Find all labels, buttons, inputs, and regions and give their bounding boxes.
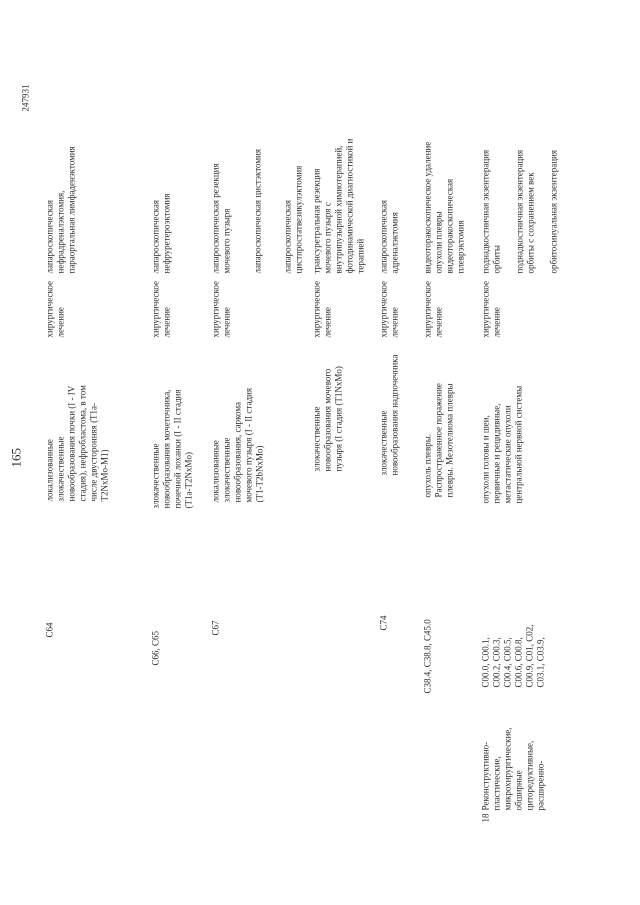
row-code: C00.0, C00.1, C00.2, C00.3, C00.4, C00.5, C00.6, C00.8, C00.9, C01, C02, C03.1, C03.9,	[480, 623, 545, 687]
row-diagnosis: злокачественные новообразования мочеточника, почечной лоханки (I - II стадия (T1a-T2NxMo)	[150, 389, 193, 508]
document-id: 247931	[20, 84, 30, 111]
row-method: орбитосинуальная экзентерация	[548, 149, 558, 273]
row-treatment-type: хирургическое лечение	[44, 280, 65, 337]
row-treatment-type: хирургическое лечение	[480, 280, 501, 337]
row-diagnosis: злокачественные новообразования надпочечника	[378, 354, 399, 475]
row-treatment-type: хирургическое лечение	[378, 280, 399, 337]
row-treatment-type: хирургическое лечение	[150, 280, 171, 337]
row-diagnosis: опухоли головы и шеи, первичные и рецидивные, метастатические опухоли центральной нервной системы	[480, 385, 523, 503]
row-method: видеоторакоскопическое удаление опухоли плевры	[422, 141, 443, 273]
row-diagnosis: опухоль плевры. Распространенное поражение плевры. Мезотелиома плевры	[422, 382, 454, 497]
row-method: лапароскопическая резекция мочевого пузыря	[210, 162, 231, 273]
row-method: поднадкостничная экзентерация орбиты	[480, 149, 501, 273]
row-method: поднадкостничная экзентерация орбиты с сохранением век	[514, 149, 535, 273]
row-method: лапароскопическая нефруретероэктомия	[150, 192, 171, 273]
row-method: трансуретральная резекция мочевого пузыря с внутрипузырной химиотерапией, фотодинамической диагностикой и терапией	[311, 138, 365, 273]
row-method: видеоторакоскопическая плеврэктомия	[444, 178, 465, 273]
row-code: C38.4, C38.8, C45.0	[422, 618, 432, 693]
row-code: C67	[210, 619, 220, 635]
row-treatment-type: хирургическое лечение	[311, 280, 332, 337]
row-diagnosis: локализованные злокачественные новообразования почки (I - IV стадия), нефробластома, в том числе двусторонняя (T1a- T2NxMo-M1)	[44, 384, 109, 501]
row-method: лапароскопическая адреналэктомия	[378, 199, 399, 273]
row-treatment-type: хирургическое лечение	[210, 280, 231, 337]
row-name: Реконструктивно- пластические, микрохирургические, обширные циторедуктивные, расширенно-	[480, 726, 545, 810]
row-diagnosis: злокачественные новообразования мочевого пузыря (I стадия (T1NxMo)	[311, 365, 343, 471]
row-diagnosis: локализованные злокачественные новообразования, саркома мочевого пузыря (I - II стадия (T1-T2bNxMo)	[210, 387, 264, 502]
row-method: лапароскопическая нефрадреналэктомия, параортальная лимфаденэктомия	[44, 145, 76, 273]
row-treatment-type: хирургическое лечение	[422, 280, 443, 337]
row-number: 18	[480, 813, 490, 822]
row-method: лапароскопическая цистпростатвезикулэктомия	[282, 165, 303, 273]
row-method: лапароскопическая цистэктомия	[252, 148, 262, 273]
page-number: 165	[8, 447, 23, 467]
row-code: C66, C65	[150, 630, 160, 665]
row-code: C64	[44, 621, 54, 637]
row-code: C74	[378, 614, 388, 630]
